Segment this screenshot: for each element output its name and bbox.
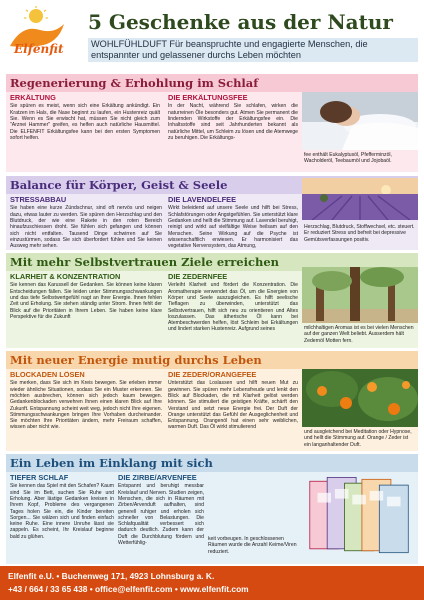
photo-caption: Herzschlag, Blutdruck, Stoffwechsel, etc. steuert. Er reduziert Stress und befreit bei depressive Gemütsverfassungen positiv. [304, 224, 415, 243]
elfenfit-logo [6, 6, 68, 58]
contact-footer [0, 566, 424, 600]
column-heading: STRESSABBAU [10, 196, 67, 204]
lavender-field-photo [302, 178, 418, 220]
column-text: Sie merken, dass Sie sich im Kreis bewegen. Sie erleben immer wieder ähnliche Situationen, sodass Sie ein Muster erkennen. Sie möchten ausbrechen, können sich jedoch kaum bewegen. Gedankenblockaden verwehren Ihnen einen klaren Blick auf Ihre Zukunft. Entspannung scheint weit weg, jedoch nicht Ihre eigenen. Stimmungsschwankungen bringen Ihre Vorhaben durcheinander. Sie möchten Ihre Prioritäten ändern, mehr Freiraum schaffen, wissen aber nicht wie. [10, 380, 162, 431]
column-text: Sie haben eine kurze Zündschnur, sind oft nervös und neigen dazu, etwas lauter zu werden. Sie spüren den Herzschlag und den Blutdruck, der wie eine Rakete in den roten Bereich hinaufzuschiessen droht. Sie fühlen sich gefangen und können sich nicht entfalten. Tausend Dinge schwirren auf Sie einzustürmen, sodass Sie sich überfordert fühlen und Sie keinen Ausweg mehr sehen. [10, 205, 162, 248]
svg-text:Elfenfit: Elfenfit [14, 42, 64, 56]
section-zedern [6, 253, 418, 348]
column-heading: DIE ZEDER/ORANGEFEE [168, 371, 257, 379]
orange-tree-photo [302, 369, 418, 427]
photo-caption: fee enthält Eukalyptusöl, Pfefferminzöl, Wacholderöl, Teebaumöl und Jojobaöl. [304, 152, 392, 165]
section-title: Balance für Körper, Geist & Seele [10, 178, 228, 192]
photo-caption: keit vorbeugen. In geschlossenen Räumen wurde die Anzahl Keime/Viren reduziert. [208, 536, 297, 555]
footer-contact[interactable]: +43 / 664 / 33 65 438 • office@elfenfit.com • www.elfenfit.com [8, 584, 249, 594]
photo-caption: und ausgleichend bei Meditation oder Hypnose, und hellt die Stimmung auf. Orange / Zeder ist ein langanhaltender Duft. [304, 429, 412, 448]
section-erkaeltung [6, 74, 418, 172]
column-text: In der Nacht, während Sie schlafen, wirken die naturreinen Öle besonders gut. Atmen Sie permanent die lindernden Wirkstoffe der Erkältungsfee ein. Die Inhaltsstoffe sind seit Jahrhunderten bekannt als natürliche Mittel, um Schleim zu lösen und die Atemwege zu beruhigen. Die Erkältungs- [168, 103, 298, 141]
column-heading: BLOCKADEN LÖSEN [10, 371, 85, 379]
column-heading: DIE ERKÄLTUNGSFEE [168, 94, 248, 102]
column-remedy [168, 94, 298, 170]
column-remedy [168, 273, 298, 346]
column-problem [10, 371, 162, 449]
column-text: Unterstützt das Loslassen und hilft neuen Mut zu gewinnen. Sie spüren mehr Lebensfreude und lenkt den Blick auf Blockaden, die mit Klarheit gelöst werden können. Sie stimuliert die geistigen Kräfte, schärft den Verstand und setzt neue Energie frei. Der Duft der Orange unterstützt das Gefühl der Ausgeglichenheit und Entspannung. Orangenöl hat einen sehr weiblichen, warmen Duft. Das Öl wirkt stimulierend [168, 380, 298, 431]
column-problem [10, 94, 160, 170]
column-heading: DIE LAVENDELFEE [168, 196, 237, 204]
page-header [0, 0, 424, 72]
page-subtitle: WOHLFÜHLDUFT Für beanspruchte und engagierte Menschen, die entspannter und gelassener durchs Leben möchten [88, 38, 418, 62]
column-problem [10, 474, 114, 562]
column-remedy [118, 474, 204, 562]
section-zeder-orange [6, 351, 418, 451]
section-title: Ein Leben im Einklang mit sich [10, 456, 213, 470]
sleeping-woman-photo [302, 92, 418, 150]
section-title: Mit mehr Selbstvertrauen Ziele erreichen [10, 255, 279, 269]
section-title: Regenerierung & Erhohlung im Schlaf [10, 76, 259, 90]
column-remedy [168, 196, 298, 248]
photo-caption: milchhaltigen Aromas ist es bei vielen Menschen auf der ganzen Welt beliebt. Ausserdem hält Zedernöl Motten fern. [304, 325, 414, 344]
section-lavendel [6, 176, 418, 250]
column-text: Sie kennen das Spiel mit den Schafen? Kaum sind Sie im Bett, suchen Sie Ruhe und Erholung. Aber lästige Gedanken kreisen in Ihrem Kopf, Probleme des vergangenen Tages holen Sie ein, die Kinder bereiten Sorgen... Sie wälzen sich und finden einfach keine Ruhe. Eine innere Unruhe lässt sie zappeln. Es scheint, Ihr Kreislauf beginne bald zu glühen. [10, 483, 114, 540]
column-text: Verleiht Klarheit und fördert die Konzentration. Die Aromatherapie verwendet das Öl, um die Energien von Körper und Seele auszugleichen. Es hilft seelische Tieflagen zu überwinden, unterstützt das Selbstvertrauen, hilft sich neu zu orientieren und Altes loszulassen. Das ätherische Öl kann bei Atembeschwerden helfen, löst Schleim bei Erkältungen und lindert starken Hustenreiz. Aufgrund seines [168, 282, 298, 333]
page-title: 5 Geschenke aus der Natur [88, 10, 393, 34]
footer-address: Elfenfit e.U. • Buchenweg 171, 4923 Lohnsburg a. K. [8, 571, 215, 581]
column-text: Entspannt und beruhigt messbar Kreislauf und Nerven. Studien zeigen, Menschen, die sich in Räumen mit Zirben/Arvenduft aufhalten, sind generell ruhiger und erholen sich schneller von Belastungen. Die Schlafqualität verbessert sich dadurch deutlich. Zudem kann der Duft die Durchblutung fördern und Wetterfühlig- [118, 483, 204, 547]
column-heading: DIE ZIRBE/ARVENFEE [118, 474, 197, 482]
column-remedy [168, 371, 298, 449]
section-zirbe [6, 454, 418, 564]
cedar-forest-photo [302, 267, 418, 323]
column-heading: ERKÄLTUNG [10, 94, 56, 102]
column-text: Sie kennen das Karussell der Gedanken. Sie können keine klaren Entscheidungen fällen. Sie leiden unter Stimmungsschwankungen und das tiefe Selbstwertgefühl nagt an Ihrer Energie. Ihnen fehlen Zeit und Erholung. Sie stehen ständig unter Strom. Ihnen fehlt der Blick auf die Prioritäten in Ihrem Leben. Sie haben keine klare Perspektive für die Zukunft [10, 282, 162, 320]
section-title: Mit neuer Energie mutig durchs Leben [10, 353, 262, 367]
column-text: Wirkt beleidend auf unsere Seele und hilft bei Stress, Schlafstörungen oder Angstgefühlen. Sie unterstützt klare Gedanken und hellt die Stimmung auf. Lavendel beruhigt, reinigt und wirkt auf vielfältige Weise heilsam auf den Menschen. Seine Wirkung auf die Psyche ist wissenschaftlich erwiesen. Er harmonisiert das vegetative Nervensystem, das Atmung, [168, 205, 298, 248]
column-heading: DIE ZEDERNFEE [168, 273, 228, 281]
product-boxes-photo [304, 470, 416, 562]
column-problem [10, 273, 162, 346]
column-heading: KLARHEIT & KONZENTRATION [10, 273, 121, 281]
column-text: Sie spüren es meist, wenn sich eine Erkältung ankündigt. Ein Kratzen im Hals, die Nase beginnt zu laufen, ein Hustenreiz quält Sie. Wenn es Sie erwischt hat, müssen Sie nicht gleich zum "Arznei Hammer" greifen, es helfen auch natürliche Hausmittel. Die ELFENFIT Erkältungsfee kann bei den ersten Symptomen sofort helfen. [10, 103, 160, 141]
column-problem [10, 196, 162, 248]
column-heading: TIEFER SCHLAF [10, 474, 69, 482]
